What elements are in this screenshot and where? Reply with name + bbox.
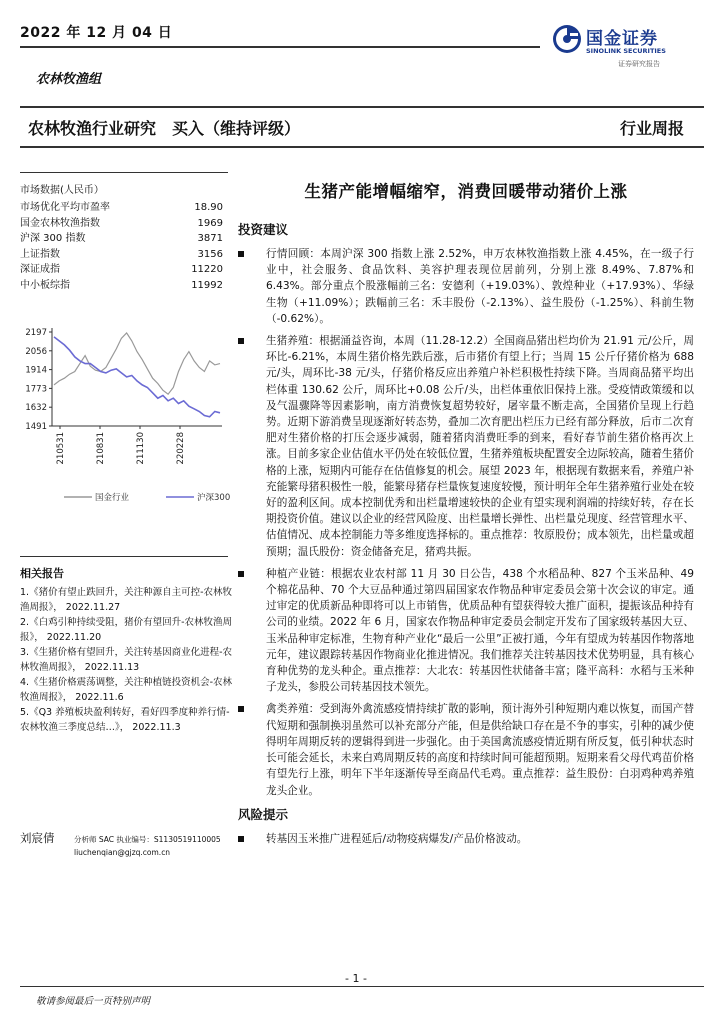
series-line <box>54 337 220 417</box>
legend-label: 国金行业 <box>95 493 130 503</box>
logo-subtitle: 证券研究报告 <box>618 60 660 68</box>
logo-text-cn: 国金证券 <box>586 29 658 49</box>
y-tick-label: 1491 <box>25 422 47 432</box>
investment-advice-title: 投资建议 <box>238 222 289 237</box>
header-divider <box>20 46 540 48</box>
analyst-email[interactable]: liuchenqian@gjzq.com.cn <box>74 848 171 857</box>
title-bottom-rule <box>20 146 704 148</box>
y-tick-label: 1632 <box>25 403 47 414</box>
report-rating-title: 农林牧渔行业研究 买入（维持评级） <box>28 119 301 138</box>
advice-bullet: 种植产业链：根据农业农村部 11 月 30 日公告，438 个水稻品种、827 个玉米品种、49 个棉花品种、70 个大豆品种通过第四届国家农作物品种审定委员会第十次会议的审定。通过审定的优质新品种即将可以上市销售，优质品种有望获得较大推广面积，提振该品种持有公司的业绩。2022 年 6 月，国家农作物品种审定委员会制定开发布了国家级转基因大豆、玉米品种审定标准，生物育种产业化“最后一公里”正被打通，今年有望成为转基因作物落地元年，建议跟踪转基因作物商业化推进情况。我们推荐关注转基因技术优势明显，具有核心育种优势的龙头种企。重点推荐：大北农：转基因性状储备丰富；隆平高科：水稻与玉米种子龙头，参股公司转基因技术领先。 <box>238 566 694 696</box>
market-data-panel <box>20 172 228 293</box>
related-reports <box>20 556 232 735</box>
x-tick-label: 220228 <box>176 432 186 465</box>
y-tick-label: 2197 <box>25 328 47 338</box>
market-data-row: 深证成指 11220 <box>20 264 223 275</box>
page-number: - 1 - <box>345 972 367 985</box>
related-report-item[interactable]: 3.《生猪价格有望回升，关注转基因商业化进程-农林牧渔周报》， 2022.11.13 <box>20 647 232 673</box>
bullet-square-icon <box>238 571 244 577</box>
report-type: 行业周报 <box>619 119 684 138</box>
sector-tag: 农林牧渔组 <box>36 72 102 87</box>
market-data-row: 市场优化平均市盈率 18.90 <box>20 202 223 213</box>
x-tick-label: 210831 <box>96 432 106 465</box>
risk-title: 风险提示 <box>238 806 289 822</box>
analyst-sac-id: 分析师 SAC 执业编号：S1130519110005 <box>74 835 221 844</box>
market-data-top-rule <box>20 172 228 173</box>
analyst-name: 刘宸倩 <box>20 831 55 845</box>
risk-bullet: 转基因玉米推广进程延后/动物疫病爆发/产品价格波动。 <box>238 831 694 847</box>
market-data-row: 中小板综指 11992 <box>20 279 223 291</box>
market-data-row: 国金农林牧渔指数 1969 <box>20 217 223 229</box>
disclaimer-note: 敬请参阅最后一页特别声明 <box>36 996 151 1007</box>
bullet-square-icon <box>238 836 244 842</box>
market-data-row: 沪深 300 指数 3871 <box>20 233 223 244</box>
index-comparison-chart <box>20 322 232 522</box>
related-report-item[interactable]: 1.《猪价有望止跌回升，关注种源自主可控-农林牧渔周报》， 2022.11.27 <box>20 587 232 613</box>
bullet-square-icon <box>238 706 244 712</box>
legend-label: 沪深300 <box>197 493 231 503</box>
series-line <box>54 333 220 394</box>
related-report-item[interactable]: 4.《生猪价格震荡调整，关注种植链投资机会-农林牧渔周报》， 2022.11.6 <box>20 677 232 703</box>
main-content <box>238 220 694 853</box>
related-report-item[interactable]: 2.《白鸡引种持续受阻，猪价有望回升-农林牧渔周报》， 2022.11.20 <box>20 617 232 643</box>
y-tick-label: 2056 <box>25 346 47 357</box>
bullet-square-icon <box>238 338 244 344</box>
sinolink-logo-icon <box>552 24 582 54</box>
title-top-rule <box>20 106 704 108</box>
x-tick-label: 210531 <box>56 432 66 465</box>
market-data-title: 市场数据(人民币） <box>20 185 104 196</box>
analyst-info <box>74 833 221 859</box>
related-report-item[interactable]: 5.《Q3 养殖板块盈利转好，看好四季度种养行情-农林牧渔三季度总结…》， 2022.11.3 <box>20 707 230 733</box>
x-tick-label: 211130 <box>136 432 146 465</box>
advice-bullet: 生猪养殖：根据涌益咨询，本周（11.28-12.2）全国商品猪出栏均价为 21.91 元/公斤，周环比-6.21%，本周生猪价格先跌后涨，后市猪价有望上行；当周 15 公斤仔猪价格为 688 元/头，周环比-38 元/头，仔猪价格反应出养殖户补栏积极性持续下降。当周商品猪平均出栏体重 130.62 公斤，周环比+0.08 公斤/头，出栏体重依旧保持上涨。受疫情政策缓和以及气温骤降等因素影响，南方消费恢复超势较好，屠宰量不断走高，全国猪价呈现上行趋势。近期下游消费呈现逐渐好转态势，叠加二次育肥出栏压力已经有部分释放，后市二次育肥对生猪价格的打压会逐步减弱，随着猪肉消费旺季的到来，看好春节前生猪价格再次上涨。目前多家企业估值水平仍处在较低位置，生猪养殖板块配置安全边际较高，随着生猪价格的上涨，短期内可能存在估值修复的机会。展望 2023 年，根据现有数据来看，养殖户补充能繁母猪积极性一般，能繁母猪存栏量恢复速度较慢，预计明年全年生猪养殖行业处在较好的盈利区间。成本控制优秀和出栏量增速较快的企业有望实现利润端的持续好转，存在长期投资价值。建议以企业的经营风险度、出栏量增长弹性、出栏量兑现度、经营管理水平、估值情况、成本控制能力等多维度选择标的。重点推荐：牧原股份；成本领先，出栏量或超预期；温氏股份：资金储备充足，猪鸡共振。 <box>238 333 694 560</box>
report-date: 2022 年 12 月 04 日 <box>20 25 173 41</box>
report-headline: 生猪产能增幅缩窄，消费回暖带动猪价上涨 <box>304 182 628 201</box>
advice-bullet: 行情回顾：本周沪深 300 指数上涨 2.52%，申万农林牧渔指数上涨 4.45%，在一级子行业中，社会服务、食品饮料、美容护理表现位居前列，分别上涨 8.49%、7.87%和 6.43%。部分重点个股涨幅前三名：安德利（+19.03%）、敦煌种业（+17.93%）、华绿生物（+11.09%）；跌幅前三名：禾丰股份（-2.13%）、益生股份（-1.25%）、科前生物（-0.62%）。 <box>238 246 694 327</box>
related-top-rule <box>20 556 228 557</box>
bullet-square-icon <box>238 251 244 257</box>
brand-logo <box>552 24 688 70</box>
market-data-row: 上证指数 3156 <box>20 248 223 260</box>
y-tick-label: 1773 <box>25 384 47 395</box>
footer-rule <box>20 986 704 987</box>
logo-text-en: SINOLINK SECURITIES <box>586 47 666 55</box>
advice-bullet: 禽类养殖：受到海外禽流感疫情持续扩散的影响，预计海外引种短期内难以恢复，而国产替代短期和强制换羽虽然可以补充部分产能，但是供给缺口存在是不争的事实，引种的减少使得明年周期反转的逻辑得到进一步强化。由于美国禽流感疫情近期有所反复，低引种状态时长可能会延长，未来白鸡周期反转的高度和持续时间可能超预期。短期来看父母代鸡苗价格有望先行上涨，明年下半年逐渐传导至商品代毛鸡。重点推荐：益生股份：白羽鸡种鸡养殖龙头企业。 <box>238 701 694 798</box>
y-tick-label: 1914 <box>25 365 47 376</box>
related-title: 相关报告 <box>20 567 64 580</box>
